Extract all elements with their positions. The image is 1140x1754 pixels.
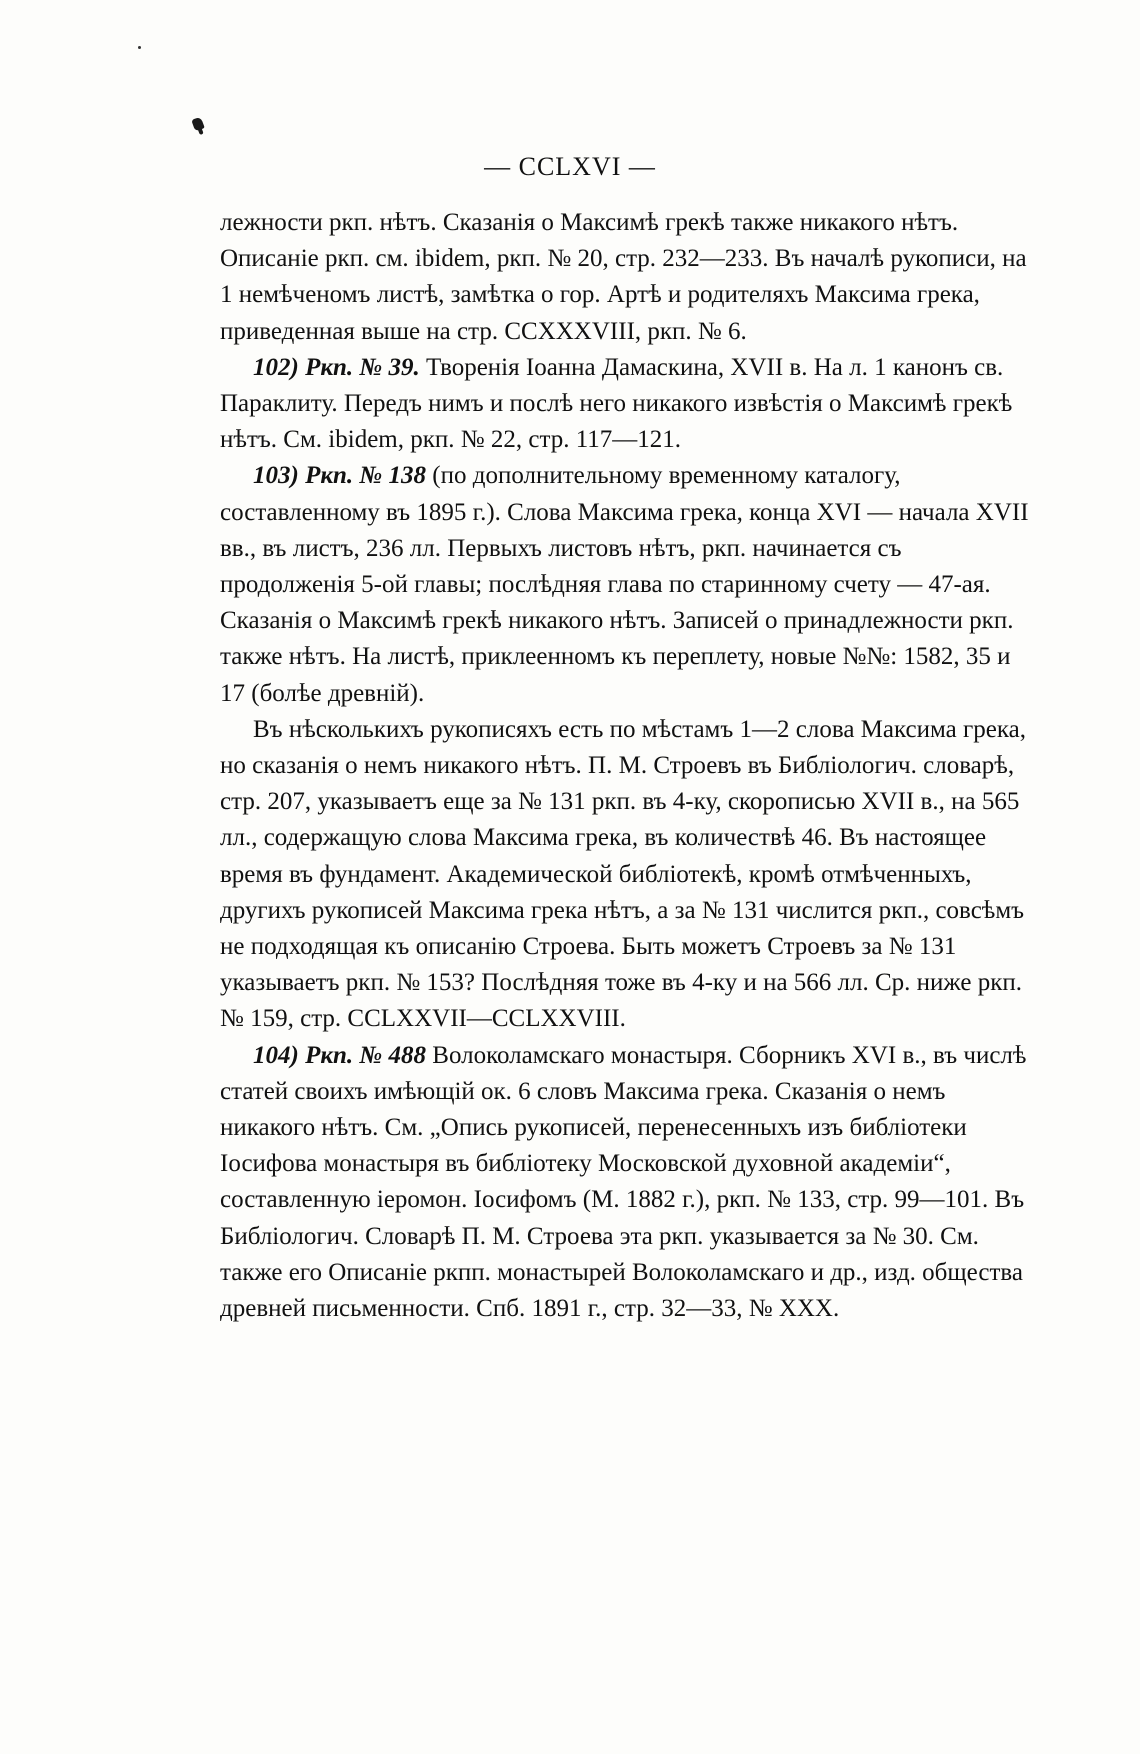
- entry-text: Волоколамскаго монастыря. Сборникъ XVI в., въ числѣ статей своихъ имѣющій ок. 6 словъ Максима грека. Сказанія о немъ никакого нѣтъ. См. „Опись рукописей, перенесенныхъ изъ библіотеки Іосифова монастыря въ библіотеку Московской духовной академіи“, составленную іеромон. Іосифомъ (М. 1882 г.), ркп. № 133, стр. 99—101. Въ Библіологич. Словарѣ П. М. Строева эта ркп. указывается за № 30. См. также его Описаніе ркпп. монастырей Волоколамскаго и др., изд. общества древней письменности. Спб. 1891 г., стр. 32—33, № XXX.: [220, 1041, 1027, 1323]
- entry-reference: 102) Ркп. № 39.: [253, 353, 420, 381]
- ink-blot-mark: [191, 117, 205, 132]
- paragraph-continuation: [220, 205, 1030, 350]
- entry-102: [220, 350, 1030, 459]
- entry-reference: 103) Ркп. № 138: [253, 462, 427, 490]
- entry-text: Творенія Іоанна Дамаскина, XVII в. На л. 1 канонъ св. Параклиту. Передъ нимъ и послѣ него никакого извѣстія о Максимѣ грекѣ нѣтъ. См. ibidem, ркп. № 22, стр. 117—121.: [220, 353, 1013, 454]
- entry-text: (по дополнительному временному каталогу, составленному въ 1895 г.). Слова Максима грека, конца XVI — начала XVII вв., въ листъ, 236 лл. Первыхъ листовъ нѣтъ, ркп. начинается съ продолженія 5-ой главы; послѣдняя глава по старинному счету — 47-ая. Сказанія о Максимѣ грекѣ никакого нѣтъ. Записей о принадлежности ркп. также нѣтъ. На листѣ, приклеенномъ къ переплету, новые №№: 1582, 35 и 17 (болѣе древній).: [220, 462, 1029, 707]
- page-body: [220, 205, 1030, 1327]
- paragraph-text: Въ нѣсколькихъ рукописяхъ есть по мѣстамъ 1—2 слова Максима грека, но сказанія о немъ никакого нѣтъ. П. М. Строевъ въ Библіологич. словарѣ, стр. 207, указываетъ еще за № 131 ркп. въ 4-ку, скорописью XVII в., на 565 лл., содержащую слова Максима грека, въ количествѣ 46. Въ настоящее время въ фундамент. Академической библіотекѣ, кромѣ отмѣченныхъ, другихъ рукописей Максима грека нѣтъ, а за № 131 числится ркп., совсѣмъ не подходящая къ описанію Строева. Быть можетъ Строевъ за № 131 указываетъ ркп. № 153? Послѣдняя тоже въ 4-ку и на 566 лл. Ср. ниже ркп. № 159, стр. CCLXXVII—CCLXXVIII.: [220, 715, 1026, 1033]
- page-header: — CCLXVI —: [484, 152, 656, 181]
- entry-104: [220, 1038, 1030, 1328]
- paragraph-note: [220, 712, 1030, 1038]
- stray-mark: [138, 46, 141, 49]
- paragraph-text: лежности ркп. нѣтъ. Сказанія о Максимѣ грекѣ также никакого нѣтъ. Описаніе ркп. см. ibidem, ркп. № 20, стр. 232—233. Въ началѣ рукописи, на 1 немѣченомъ листѣ, замѣтка о гор. Артѣ и родителяхъ Максима грека, приведенная выше на стр. CCXXXVIII, ркп. № 6.: [220, 209, 1027, 345]
- entry-reference: 104) Ркп. № 488: [253, 1041, 427, 1069]
- entry-103: [220, 458, 1030, 711]
